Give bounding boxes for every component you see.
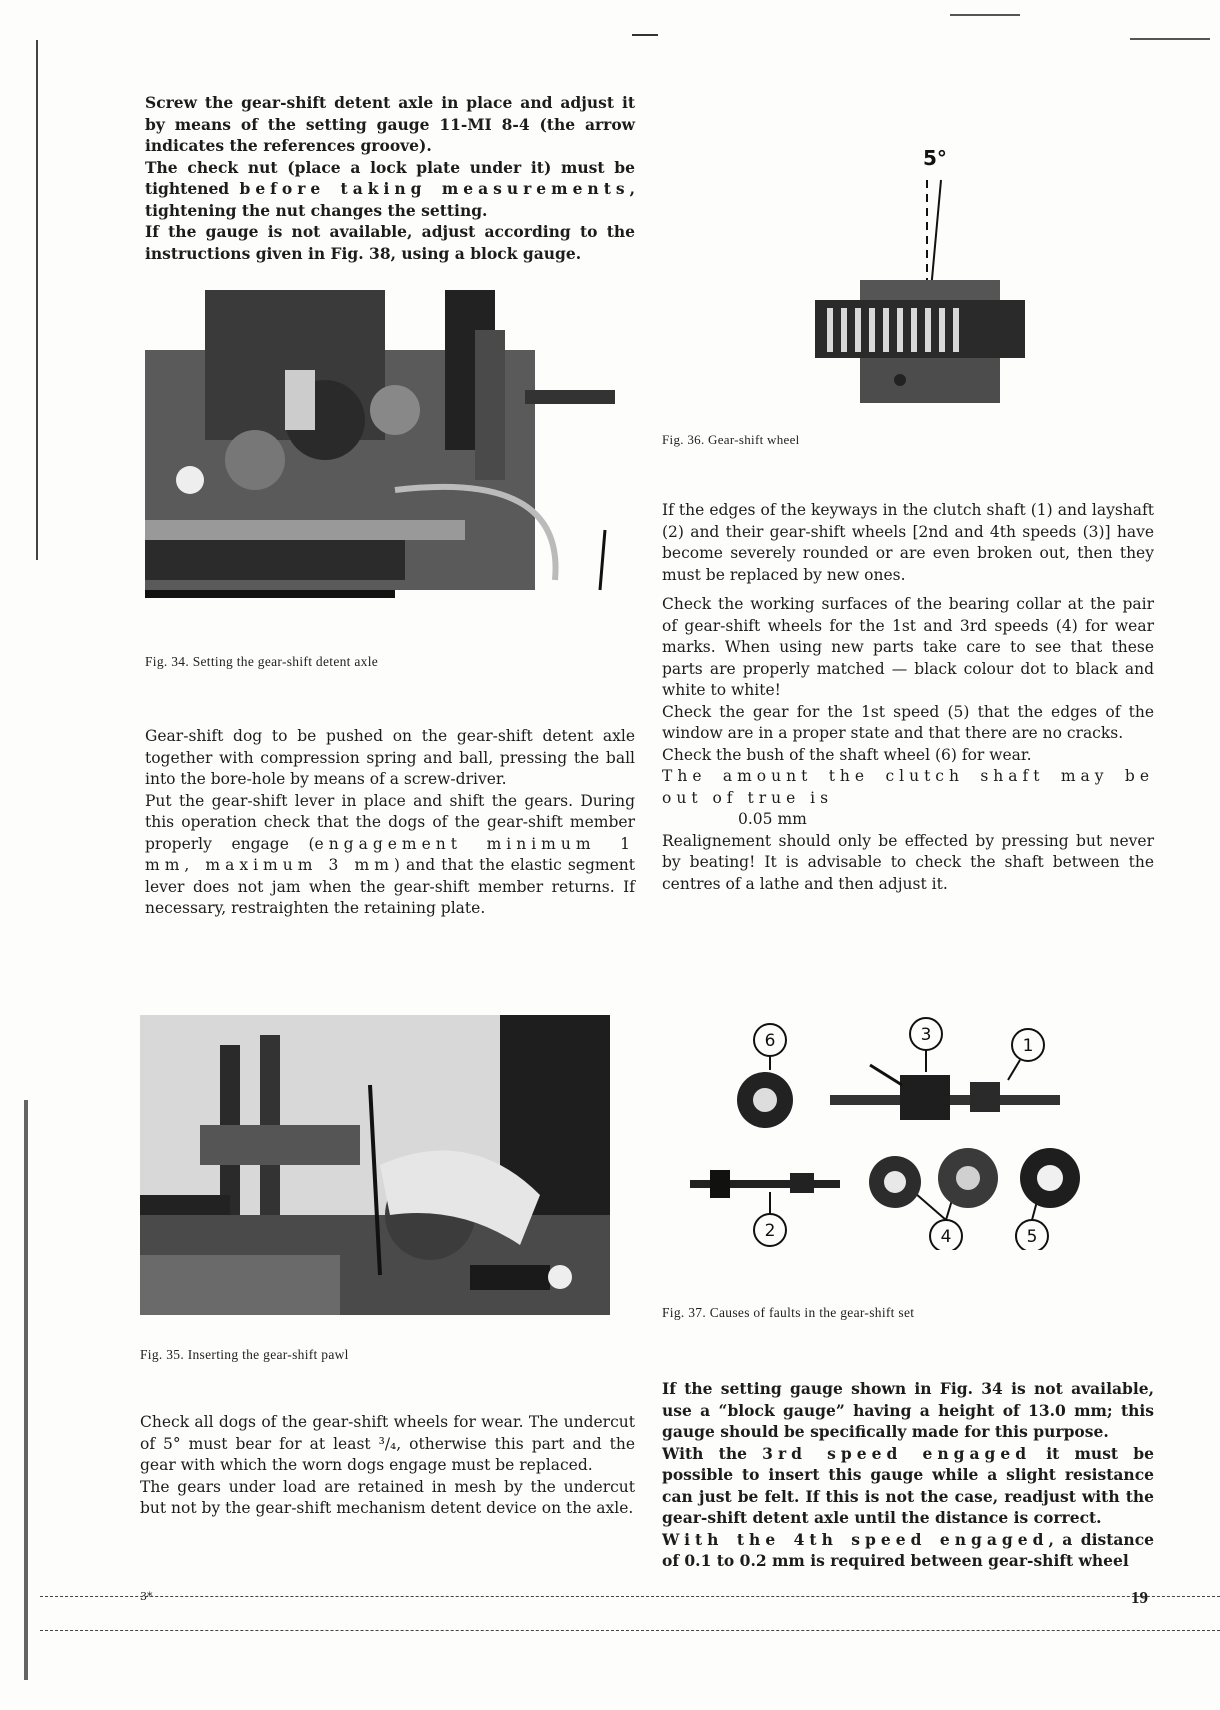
fig36-caption: Fig. 36. Gear-shift wheel (662, 432, 800, 447)
text: Check the gear for the 1st speed (5) that the edges of the window are in a proper state and that there are no cracks. (662, 702, 1154, 742)
text: Realignement should only be effected by pressing but never by beating! It is advisable to check the shaft between the centres of a lathe and then adjust it. (662, 831, 1154, 893)
callout-4: 4 (940, 1227, 952, 1247)
scan-mark-top (632, 34, 658, 36)
fig37-caption: Fig. 37. Causes of faults in the gear-shift set (662, 1305, 915, 1320)
left-column-mid (145, 726, 635, 920)
tolerance-value: 0.05 mm (738, 810, 807, 828)
page-number: 19 (1131, 1588, 1148, 1607)
spaced-text: 3rd speed engaged (762, 1443, 1032, 1463)
callout-2: 2 (764, 1221, 776, 1241)
keyways-paragraph: If the edges of the keyways in the clutch shaft (1) and layshaft (2) and their gear-shift wheels [2nd and 4th speeds (3)] have become severely rounded or are even broken out, then they must be replaced by new ones. (662, 501, 1154, 584)
text: Screw the gear-shift detent axle in place and adjust it by means of the setting gauge 11-MI 8-4 (the arrow indicates the references groove). (145, 93, 635, 155)
dog-paragraph (145, 726, 635, 920)
spaced-text: The amount the clutch shaft may be out of true is (662, 767, 1154, 807)
fig35-caption: Fig. 35. Inserting the gear-shift pawl (140, 1347, 349, 1362)
left-column (145, 92, 635, 264)
fig34-caption: Fig. 34. Setting the gear-shift detent axle (145, 654, 379, 669)
spaced-text: before taking measurements (239, 179, 630, 198)
text: Check the working surfaces of the bearing collar at the pair of gear-shift wheels for the 1st and 3rd speeds (4) for wear marks. When using new parts take care to see that these parts are properly matched — black colour dot to black and white to white! (662, 595, 1154, 699)
text: If the setting gauge shown in Fig. 34 is not available, use a “block gauge” having a height of 13.0 mm; this gauge should be specifically made for this purpose. (662, 1379, 1154, 1441)
scan-edge-left (36, 40, 38, 560)
text: Put the gear-shift lever in place and shift the gears. During this operation check that the dogs of the gear-shift member properly engage ( (145, 791, 635, 853)
cut-line-bottom (40, 1630, 1220, 1631)
right-column-bottom (662, 1378, 1154, 1572)
text: If the gauge is not available, adjust according to the instructions given in Fig. 38, using a block gauge. (145, 222, 635, 263)
fig35-image (140, 1015, 610, 1315)
block-gauge-paragraph (662, 1378, 1154, 1572)
footnote-signature: 3* (140, 1590, 153, 1603)
spaced-text: engagement minimum 1 mm, maximum 3 mm (145, 834, 636, 874)
scan-mark-top-right (1130, 38, 1210, 40)
bearing-collar-paragraph (662, 594, 1154, 895)
left-column-bottom (140, 1412, 635, 1520)
callout-5: 5 (1026, 1227, 1038, 1247)
text: Check all dogs of the gear-shift wheels for wear. The undercut of 5° must bear for at least ³/₄, otherwise this part and the gear with which the worn dogs engage must be replaced. (140, 1413, 635, 1474)
text: The gears under load are retained in mesh by the undercut but not by the gear-shift mechanism detent device on the axle. (140, 1477, 635, 1517)
callout-1: 1 (1022, 1036, 1034, 1056)
scan-edge-left-lower (24, 1100, 28, 1680)
text: Gear-shift dog to be pushed on the gear-shift detent axle together with compression spring and ball, pressing the ball into the bore-hole by means of a screw-driver. (145, 727, 635, 788)
text: With the (662, 1443, 763, 1463)
callout-3: 3 (920, 1025, 932, 1045)
angle-label: 5° (923, 146, 947, 170)
text: ) and that the elastic segment lever does not jam when the gear-shift member returns. If necessary, restraighten the retaining plate. (145, 856, 635, 917)
fig34-image (145, 290, 615, 605)
text: , tightening the nut changes the setting. (145, 179, 635, 220)
text: it must be possible to insert this gauge while a slight resistance can just be felt. If this is not the case, readjust with the gear-shift detent axle until the distance is correct. (662, 1443, 1154, 1527)
fig36-image (805, 140, 1035, 410)
spaced-text: With the 4th speed engaged (662, 1529, 1049, 1549)
text: , a distance of 0.1 to 0.2 mm is required between gear-shift wheel (662, 1529, 1154, 1570)
fig37-image (690, 1010, 1130, 1250)
text: The check nut (place a lock plate under it) must be tightened (145, 157, 635, 198)
right-column-top (662, 500, 1154, 895)
dogs-wear-paragraph (140, 1412, 635, 1520)
text: Check the bush of the shaft wheel (6) for wear. (662, 745, 1032, 764)
cut-line-top (40, 1596, 1220, 1597)
intro-paragraph (145, 92, 635, 264)
callout-6: 6 (764, 1031, 776, 1051)
scan-mark-top-right-2 (950, 14, 1020, 16)
